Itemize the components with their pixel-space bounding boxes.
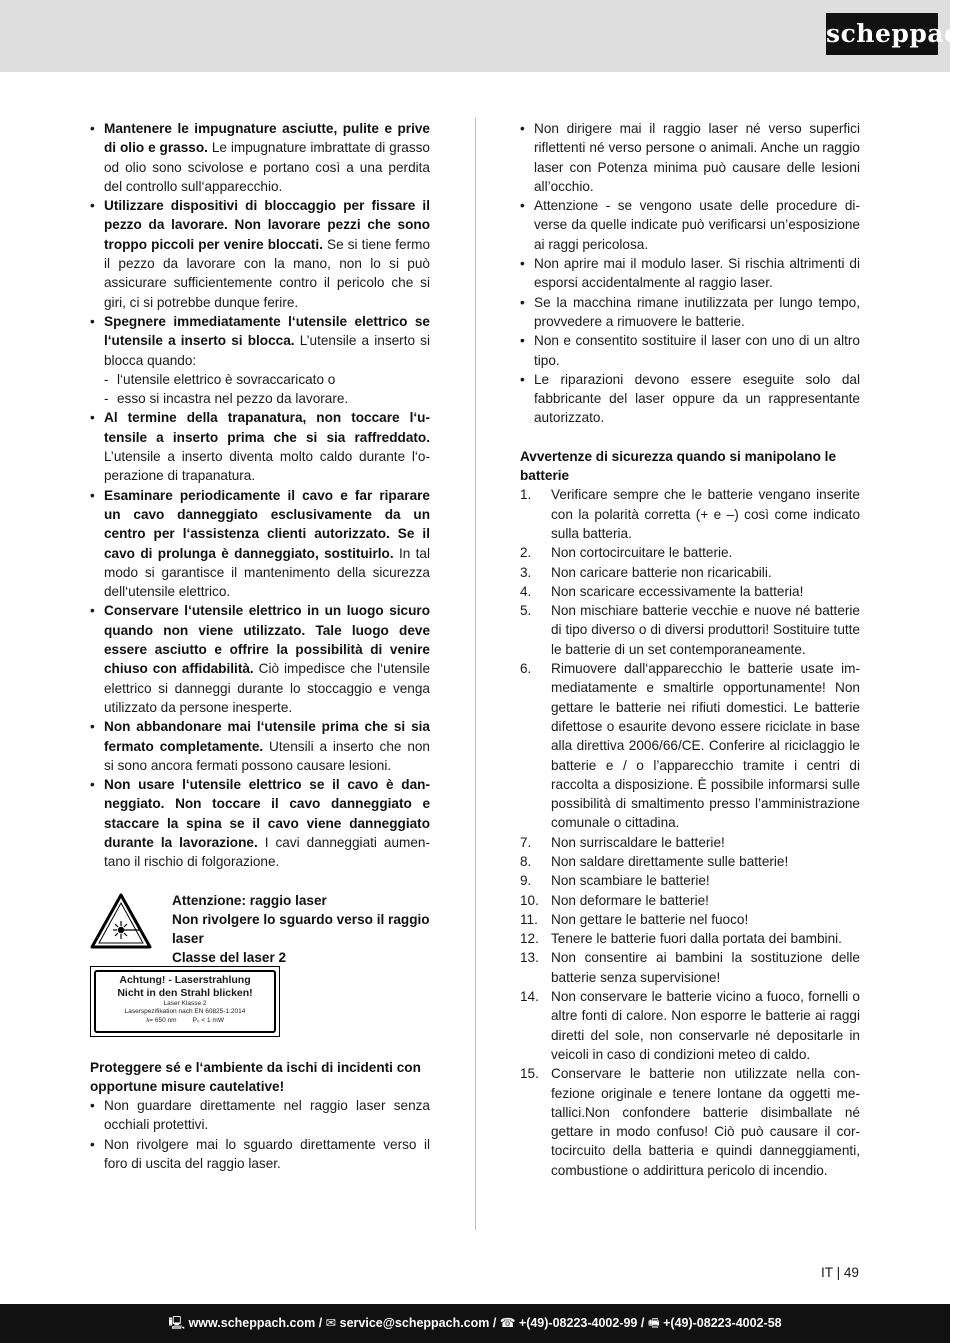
list-item: • Non guardare direttamente nel raggio laser senza occhiali protettivi. [90, 1096, 430, 1135]
list-item: 3. Non caricare batterie non ricaricabili. [520, 564, 772, 580]
fax-number: +(49)-08223-4002-58 [663, 1316, 782, 1330]
footer-bar [0, 1304, 950, 1343]
list-item: 12. Tenere le batterie fuori dalla portata dei bambini. [520, 931, 842, 947]
list-item: • Conservare l‘utensile elettrico in un luogo sicuro quando non viene utilizzato. Tale luogo deve essere asciutto e offrire la possibilità di venire chiuso con affidabilità. Ciò impedisce che l‘utensile elettrico si danneggi durante lo stoccaggio e venga utilizzato da persone inesperte. [90, 601, 430, 717]
website-link[interactable]: www.scheppach.com / [188, 1316, 323, 1330]
list-item: 10. Non deformare le batterie! [520, 892, 709, 908]
list-item: 9. Non scambiare le batterie! [520, 873, 710, 889]
list-item: • Utilizzare dispositivi di bloccaggio per fissare il pezzo da lavorare. Non lavorare pezzi che sono troppo piccoli per venire bloccati. Se si tiene fermo il pezzo da lavorare con la mano, non lo si può assicurare sufficientemente contro il pericolo che si giri, ci si potrebbe dunque ferire. [90, 196, 430, 312]
sub-list-item: - l‘utensile elettrico è sovraccaricato o [90, 370, 430, 389]
fax-icon: 🖷 [647, 1316, 660, 1330]
list-item: • Non aprire mai il modulo laser. Si rischia altrimenti di esporsi accidentalmente al raggio laser. [520, 254, 860, 293]
protect-heading: Proteggere sé e l‘ambiente da ischi di incidenti con opportune misure cautelative! [90, 1059, 421, 1094]
list-item: • Se la macchina rimane inutilizzata per lungo tempo, provvedere a rimuovere le batterie. [520, 293, 860, 332]
battery-heading: Avvertenze di sicurezza quando si manipolano le batterie [520, 448, 837, 484]
monitor-icon: 🖳 [168, 1316, 186, 1330]
list-item: 13. Non consentire ai bambini la sostituzione delle batterie senza supervisione! [520, 950, 860, 985]
list-item: 15. Conservare le batterie non utilizzate nella confezione originale e tenere lontane da oggetti metallici.Non confondere batterie disimballate né gettare in modo confuso! Ciò può causare il cortocircuito della batteria e quindi danneggiamenti, combustione o addirittura pericolo di incendio. [520, 1066, 860, 1178]
sub-list-item: - esso si incastra nel pezzo da lavorare. [90, 389, 430, 408]
list-item: • Non dirigere mai il raggio laser né verso superfici riflettenti né verso persone o animali. Anche un raggio laser con Potenza minima può causare delle lesioni all’occhio. [520, 119, 860, 196]
list-item: 11. Non gettare le batterie nel fuoco! [520, 911, 749, 927]
list-item: • Non e consentito sostituire il laser con uno di un altro tipo. [520, 331, 860, 370]
list-item: • Mantenere le impugnature asciutte, pulite e prive di olio e grasso. Le impugnature imbrattate di grasso od olio sono scivolose e portano così a una perdita del controllo sull‘apparecchio. [90, 119, 430, 196]
list-item: 4. Non scaricare eccessivamente la batteria! [520, 583, 804, 599]
left-column [90, 119, 430, 1173]
list-item: • Al termine della trapanatura, non toccare l‘utensile a inserto prima che si sia raffreddato. L’utensile a inserto diventa molto caldo durante l‘operazione di trapanatura. [90, 408, 430, 485]
list-item: • Attenzione - se vengono usate delle procedure diverse da quelle indicate può verificarsi un’esposizione ai raggi pericolosa. [520, 196, 860, 254]
page-number: IT | 49 [820, 1265, 859, 1280]
laser-warning-block [90, 891, 430, 1041]
protect-list [90, 1096, 430, 1173]
list-item: • Non usare l‘utensile elettrico se il cavo è danneggiato. Non toccare il cavo danneggiato e staccare la spina se il cavo viene danneggiato durante la lavorazione. I cavi danneggiati aumentano il rischio di folgorazione. [90, 775, 430, 871]
phone-number: +(49)-08223-4002-99 / [518, 1316, 645, 1330]
laser-label: Achtung! - Laserstrahlung Nicht in den Strahl blicken! Laser Klasse 2 Laserspezifikation nach EN 60825-1:2014 λ= 650 nm P₀ < 1 mW [90, 966, 280, 1037]
envelope-icon: ✉ [325, 1316, 337, 1330]
phone-icon: ☎ [499, 1316, 516, 1330]
list-item: • Esaminare periodicamente il cavo e far riparare un cavo danneggiato esclusivamente da un centro per l‘assistenza clienti autorizzato. Se il cavo di prolunga è danneggiato, sostituirlo. In tal modo si garantisce il mantenimento della sicurezza dell‘utensile elettrico. [90, 486, 430, 602]
header-bar [0, 0, 978, 72]
list-item: 5. Non mischiare batterie vecchie e nuove né batterie di tipo diverso o di diversi produttori! Sostituire tutte le batterie di un set contemporaneamente. [520, 603, 860, 657]
list-item: 14. Non conservare le batterie vicino a fuoco, fornelli o altre fonti di calore. Non esporre le batterie ai raggi diretti del sole, non conservarle né depositarle in veicoli in caso di condizioni meteo di caldo. [520, 989, 860, 1062]
list-item: 8. Non saldare direttamente sulle batterie! [520, 853, 789, 869]
column-divider [475, 118, 476, 1230]
sub-list [90, 370, 430, 409]
list-item: • Non rivolgere mai lo sguardo direttamente verso il foro di uscita del raggio laser. [90, 1135, 430, 1174]
list-item: • Non abbandonare mai l‘utensile prima che si sia fermato completamente. Utensili a inserto che non si sono ancora fermati possono causare lesioni. [90, 717, 430, 775]
laser-warning-text: Attenzione: raggio laser Non rivolgere lo sguardo verso il raggio laser Classe del laser 2 [172, 892, 430, 966]
list-item: • Le riparazioni devono essere eseguite solo dal fabbricante del laser oppure da un rappresentante autorizzato. [520, 370, 860, 428]
list-item: • Spegnere immediatamente l‘utensile elettrico se l‘utensile a inserto si blocca. L’utensile a inserto si blocca quando: - l‘utensile elettrico è sovraccaricato o - esso si incastra nel pezzo da lavorare. [90, 312, 430, 408]
right-column [520, 119, 860, 1180]
list-item: 2. Non cortocircuitare le batterie. [520, 545, 733, 561]
battery-list [520, 485, 860, 1180]
laser-safety-list [520, 119, 860, 428]
list-item: 7. Non surriscaldare le batterie! [520, 834, 725, 850]
safety-list [90, 119, 430, 872]
list-item: 1. Verificare sempre che le batterie vengano inserite con la polarità corretta (+ e –) così come indicato sulla batteria. [520, 487, 860, 541]
list-item: 6. Rimuovere dall‘apparecchio le batterie usate immediatamente e smaltirle opportunamente! Non gettare le batterie nei rifiuti domestici. Le batterie difettose o esaurite devono essere riciclate in base alla direttiva 2006/66/CE. Conferire al riciclaggio le batterie e / o l’apparecchio tramite i centri di raccolta a disposizione. È possibile informarsi sulle possibilità di smaltimento presso l’amministrazione comunale o cittadina. [520, 661, 860, 831]
laser-warning-icon [90, 893, 152, 949]
scheppach-logo: scheppach [826, 13, 938, 55]
email-link[interactable]: service@scheppach.com / [339, 1316, 497, 1330]
